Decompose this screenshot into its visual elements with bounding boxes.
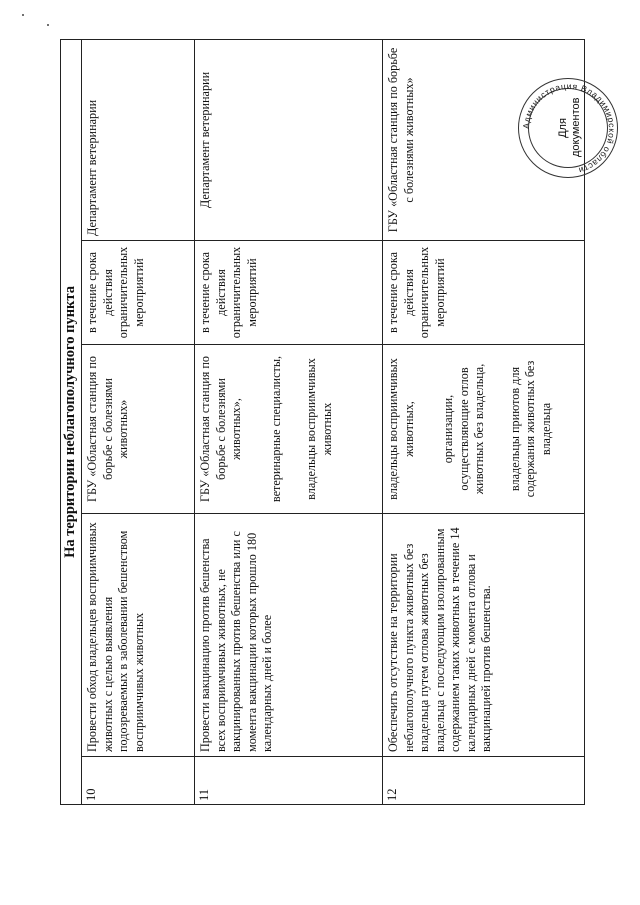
measure-cell: Провести обход владельцев восприимчивых животных с целью выявления подозреваемых в заболевании бешенством восприимчивых животных <box>82 514 195 757</box>
executor-cell <box>195 345 383 514</box>
executor-extra-text: организации, осуществляющие отлов животных без владельца, <box>441 363 486 495</box>
executor-text: владельцы восприимчивых животных, <box>386 358 416 500</box>
row-number: 11 <box>195 757 383 805</box>
measures-table <box>60 39 585 805</box>
section-title: На территории неблагополучного пункта <box>61 39 82 804</box>
stamp-ring-text: Администрация Владимирской области <box>520 80 618 176</box>
row-number: 10 <box>82 757 195 805</box>
rotated-document-page <box>60 40 585 805</box>
executor-cell <box>383 345 585 514</box>
official-stamp <box>518 78 618 178</box>
executor-cell <box>82 345 195 514</box>
table-row <box>195 39 383 804</box>
executor-text: ГБУ «Областная станция по борьбе с болезнями животных» <box>85 355 130 503</box>
term-cell: в течение срока действия ограничительных мероприятий <box>195 241 383 345</box>
executor-text: ГБУ «Областная станция по борьбе с болезнями животных», <box>198 355 243 503</box>
table-row <box>82 39 195 804</box>
control-cell: ГБУ «Областная станция по борьбе с болезнями животных» <box>383 39 585 240</box>
scan-speck <box>22 14 24 16</box>
term-cell: в течение срока действия ограничительных мероприятий <box>82 241 195 345</box>
control-cell: Департамент ветеринарии <box>195 39 383 240</box>
stamp-center-text: Для документов <box>557 97 582 157</box>
measure-cell: Провести вакцинацию против бешенства всех восприимчивых животных, не вакцинированных против бешенства или с момента вакцинации которых прошло 180 календарных дней и более <box>195 514 383 757</box>
executor-extra-text: владельцы восприимчивых животных <box>304 358 334 500</box>
scan-speck <box>47 24 49 26</box>
executor-extra-text: ветеринарные специалисты, <box>268 355 283 503</box>
term-cell: в течение срока действия ограничительных мероприятий <box>383 241 585 345</box>
measure-cell: Обеспечить отсутствие на территории неблагополучного пункта животных без владельца путем отлова животных без владельца с последующим изолированным содержанием таких животных в течение 14 календарных дней с момента отлова и вакцинацией против бешенства. <box>383 514 585 757</box>
section-header-row <box>61 39 82 804</box>
row-number: 12 <box>383 757 585 805</box>
executor-extra-text: владельцы приютов для содержания животных без владельца <box>507 360 553 498</box>
control-cell: Департамент ветеринарии <box>82 39 195 240</box>
